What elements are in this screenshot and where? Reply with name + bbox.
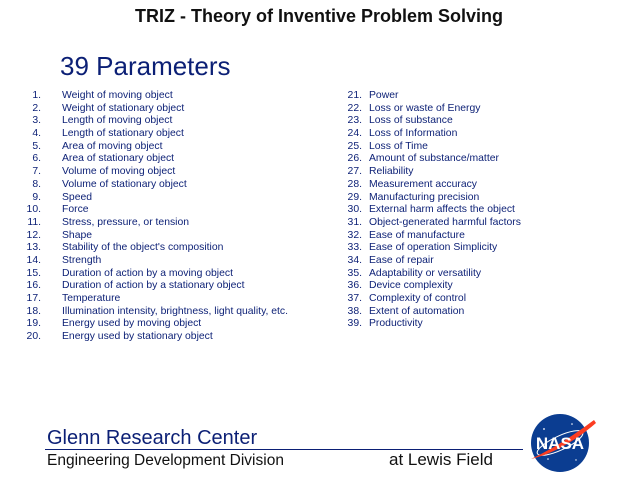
parameter-number: 14. — [26, 254, 41, 266]
parameter-number: 12. — [26, 229, 41, 241]
parameter-text: Speed — [62, 191, 93, 203]
parameter-number: 33. — [347, 242, 362, 254]
parameter-number: 36. — [347, 280, 362, 292]
parameter-item — [332, 280, 632, 293]
parameter-item — [332, 255, 632, 268]
parameter-item — [14, 318, 334, 331]
parameter-item — [332, 128, 632, 141]
parameter-number: 35. — [347, 267, 362, 279]
parameter-number: 4. — [32, 128, 41, 140]
parameter-item — [14, 331, 334, 344]
parameter-text: Ease of manufacture — [369, 229, 465, 241]
parameter-number: 10. — [26, 204, 41, 216]
parameter-text: Energy used by stationary object — [62, 331, 213, 343]
parameter-item — [14, 179, 334, 192]
parameter-item — [14, 242, 334, 255]
parameter-number: 1. — [32, 90, 41, 101]
parameter-item — [14, 192, 334, 205]
parameter-text: Illumination intensity, brightness, light quality, etc. — [62, 305, 289, 317]
parameter-number: 38. — [347, 305, 362, 317]
parameter-number: 26. — [347, 153, 362, 165]
parameter-item — [332, 192, 632, 205]
parameter-number: 32. — [347, 229, 362, 241]
parameter-number: 39. — [347, 318, 362, 330]
parameter-text: Ease of repair — [369, 254, 434, 266]
parameter-number: 5. — [32, 140, 41, 152]
parameter-item — [332, 230, 632, 243]
parameter-item — [14, 115, 334, 128]
parameter-list-left — [14, 90, 334, 344]
parameter-text: Stress, pressure, or tension — [62, 216, 190, 228]
parameter-item — [14, 128, 334, 141]
parameter-number: 19. — [26, 318, 41, 330]
parameter-number: 9. — [32, 191, 41, 203]
parameter-text: Temperature — [62, 293, 121, 304]
parameter-number: 23. — [347, 115, 362, 127]
parameter-text: Extent of automation — [369, 305, 465, 317]
parameter-text: Loss of Information — [369, 128, 458, 140]
parameter-number: 18. — [26, 305, 41, 317]
parameter-text: Loss of Time — [369, 140, 428, 152]
parameter-text: Energy used by moving object — [62, 318, 202, 330]
footer-location: at Lewis Field — [389, 450, 493, 469]
parameter-number: 20. — [26, 331, 41, 343]
parameter-item — [14, 255, 334, 268]
parameter-number: 29. — [347, 191, 362, 203]
parameter-item — [332, 268, 632, 281]
parameter-text: Weight of moving object — [62, 90, 173, 101]
parameter-number: 7. — [32, 166, 41, 178]
parameter-item — [332, 242, 632, 255]
footer-org-name: Glenn Research Center — [47, 427, 258, 449]
parameter-text: Loss or waste of Energy — [369, 102, 481, 114]
parameter-item — [14, 90, 334, 103]
parameter-number: 22. — [347, 102, 362, 114]
nasa-logo — [526, 412, 596, 474]
parameter-text: Loss of substance — [369, 115, 453, 127]
parameter-item — [332, 103, 632, 116]
parameter-text: Duration of action by a moving object — [62, 267, 233, 279]
parameter-text: Reliability — [369, 166, 414, 178]
parameter-text: Shape — [62, 229, 93, 241]
parameter-text: Ease of operation Simplicity — [369, 242, 498, 254]
parameter-item — [332, 204, 632, 217]
logo-text: NASA — [535, 434, 585, 453]
parameter-text: Manufacturing precision — [369, 191, 480, 203]
parameter-text: Stability of the object's composition — [62, 242, 224, 254]
parameter-text: External harm affects the object — [369, 204, 515, 216]
footer-division: Engineering Development Division — [47, 452, 284, 469]
parameter-item — [332, 90, 632, 103]
parameter-item — [332, 293, 632, 306]
parameter-number: 28. — [347, 178, 362, 190]
parameter-text: Area of moving object — [62, 140, 163, 152]
parameter-number: 8. — [32, 178, 41, 190]
parameter-item — [14, 141, 334, 154]
parameter-number: 6. — [32, 153, 41, 165]
parameter-item — [14, 217, 334, 230]
parameter-item — [14, 293, 334, 306]
parameter-list-right — [332, 90, 632, 331]
parameter-item — [14, 103, 334, 116]
parameter-item — [332, 179, 632, 192]
parameter-item — [332, 141, 632, 154]
parameter-item — [14, 166, 334, 179]
parameter-text: Length of stationary object — [62, 128, 184, 140]
parameter-number: 30. — [347, 204, 362, 216]
parameter-text: Area of stationary object — [62, 153, 175, 165]
section-title: 39 Parameters — [60, 51, 231, 81]
parameter-number: 2. — [32, 102, 41, 114]
parameter-number: 15. — [26, 267, 41, 279]
parameter-item — [332, 217, 632, 230]
parameter-text: Device complexity — [369, 280, 453, 292]
parameter-item — [14, 268, 334, 281]
parameter-item — [332, 306, 632, 319]
parameter-number: 11. — [27, 216, 41, 228]
parameter-number: 27. — [347, 166, 362, 178]
parameter-text: Amount of substance/matter — [369, 153, 499, 165]
parameter-item — [14, 280, 334, 293]
parameter-number: 25. — [347, 140, 362, 152]
parameter-number: 34. — [347, 254, 362, 266]
parameter-number: 31. — [347, 216, 362, 228]
parameter-text: Volume of stationary object — [62, 178, 187, 190]
parameter-text: Length of moving object — [62, 115, 173, 127]
parameter-item — [14, 306, 334, 319]
parameter-item — [332, 115, 632, 128]
parameter-number: 17. — [26, 293, 41, 304]
parameter-number: 13. — [26, 242, 41, 254]
parameter-text: Power — [369, 90, 399, 101]
parameter-number: 24. — [347, 128, 362, 140]
parameter-text: Strength — [62, 254, 102, 266]
parameter-text: Complexity of control — [369, 293, 467, 304]
parameter-number: 3. — [32, 115, 41, 127]
parameter-item — [14, 153, 334, 166]
parameter-item — [332, 318, 632, 331]
parameter-text: Object-generated harmful factors — [369, 216, 521, 228]
parameter-text: Weight of stationary object — [62, 102, 185, 114]
parameter-text: Volume of moving object — [62, 166, 176, 178]
parameter-text: Duration of action by a stationary object — [62, 280, 245, 292]
parameter-text: Measurement accuracy — [369, 178, 477, 190]
header-title: TRIZ - Theory of Inventive Problem Solving — [134, 6, 504, 26]
parameter-number: 21. — [347, 90, 362, 101]
parameter-text: Force — [62, 204, 89, 216]
parameter-number: 16. — [26, 280, 41, 292]
parameter-text: Adaptability or versatility — [369, 267, 482, 279]
parameter-item — [14, 230, 334, 243]
parameter-item — [332, 166, 632, 179]
parameter-item — [14, 204, 334, 217]
parameter-number: 37. — [347, 293, 362, 304]
parameter-text: Productivity — [369, 318, 423, 330]
parameter-item — [332, 153, 632, 166]
